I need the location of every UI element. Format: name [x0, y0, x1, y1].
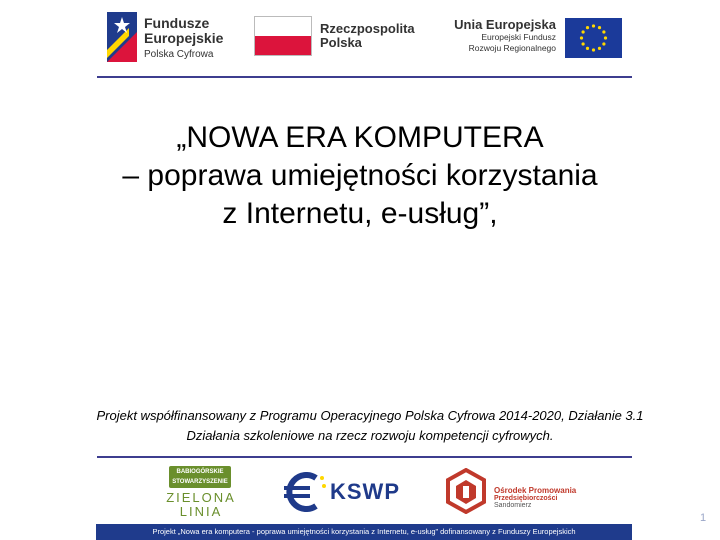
- top-divider: [97, 76, 632, 78]
- eu-star-icon: [582, 42, 585, 45]
- footer-bar: Projekt „Nowa era komputera - poprawa umiejętności korzystania z Internetu, e-usług” dofinansowany z Funduszy Europejskich: [96, 524, 632, 540]
- polish-flag-icon: [254, 16, 312, 56]
- polska-label: Polska: [320, 35, 362, 51]
- europejskie-label: Europejskie: [144, 30, 224, 47]
- rzeczpospolita-label: Rzeczpospolita: [320, 21, 415, 36]
- efrr-label-line1: Europejski Fundusz: [481, 32, 556, 43]
- eu-star-icon: [602, 30, 605, 33]
- eu-star-icon: [602, 42, 605, 45]
- eu-star-icon: [604, 36, 607, 39]
- fundusze-europejskie-logo: [107, 12, 237, 64]
- euro-emblem-icon: [282, 472, 326, 512]
- title-line-3: z Internetu, e-usług”,: [222, 197, 498, 230]
- bottom-divider: [97, 456, 632, 458]
- zl-badge-line1: BABIOGÓRSKIE: [176, 469, 224, 475]
- eu-star-icon: [586, 26, 589, 29]
- subtitle-line-1: Projekt współfinansowany z Programu Operacyjnego Polska Cyfrowa 2014-2020, Działanie 3.1: [96, 408, 644, 423]
- polska-cyfrowa-label: Polska Cyfrowa: [144, 48, 214, 60]
- zielona-linia-badge: [169, 466, 231, 488]
- unia-europejska-logo: [452, 16, 624, 62]
- eu-flag-icon: [565, 18, 622, 58]
- fundusze-label: Fundusze: [144, 15, 210, 31]
- page-title: [40, 119, 680, 233]
- subtitle-line-2: Działania szkoleniowe na rzecz rozwoju kompetencji cyfrowych.: [186, 428, 554, 443]
- eu-star-icon: [592, 48, 595, 51]
- efrr-label-line2: Rozwoju Regionalnego: [468, 42, 556, 53]
- title-line-1: „NOWA ERA KOMPUTERA: [176, 121, 544, 154]
- opp-label-line2: Przedsiębiorczości: [494, 495, 558, 502]
- eu-star-icon: [598, 26, 601, 29]
- eu-star-icon: [582, 30, 585, 33]
- opp-label-line1: Ośrodek Promowania: [494, 486, 577, 495]
- zl-name-line2: LINIA: [179, 504, 223, 519]
- title-line-2: – poprawa umiejętności korzystania: [122, 159, 598, 192]
- fundusze-europejskie-emblem-icon: [107, 12, 137, 62]
- project-description: [30, 406, 710, 446]
- eu-star-icon: [586, 47, 589, 50]
- opp-sandomierz-logo: [446, 468, 606, 518]
- rzeczpospolita-polska-logo: [254, 16, 424, 60]
- eu-star-icon: [592, 24, 595, 27]
- zielona-linia-logo: [164, 464, 238, 520]
- opp-emblem-icon: [446, 468, 486, 514]
- opp-label-line3: Sandomierz: [494, 502, 532, 509]
- eu-star-icon: [580, 36, 583, 39]
- zl-name-line1: ZIELONA: [166, 490, 236, 505]
- unia-europejska-label: Unia Europejska: [454, 17, 556, 32]
- page-number: 1: [700, 512, 707, 524]
- eu-star-icon: [598, 47, 601, 50]
- kswp-logo: [282, 470, 402, 514]
- zl-badge-line2: STOWARZYSZENIE: [172, 479, 228, 485]
- kswp-label: KSWP: [330, 479, 400, 504]
